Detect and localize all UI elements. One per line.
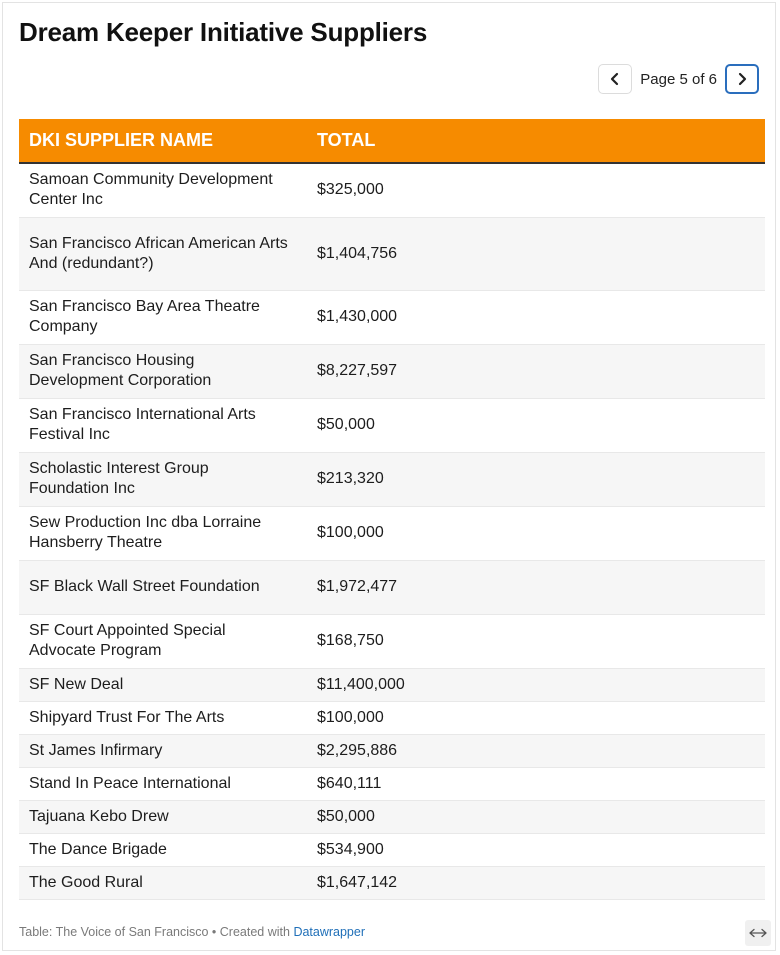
supplier-total-cell: $213,320 [299,452,765,506]
supplier-name-cell: Shipyard Trust For The Arts [19,701,299,734]
table-row [19,767,765,800]
table-row [19,290,765,344]
supplier-name-cell: San Francisco Bay Area Theatre Company [19,290,299,344]
supplier-name-cell: The Good Rural [19,866,299,899]
table-row [19,398,765,452]
table-row [19,668,765,701]
table-row [19,506,765,560]
supplier-total-cell: $534,900 [299,833,765,866]
supplier-total-cell: $11,400,000 [299,668,765,701]
horizontal-resize-icon [749,928,767,938]
supplier-total-cell: $100,000 [299,701,765,734]
supplier-total-cell: $1,972,477 [299,560,765,614]
supplier-name-cell: Scholastic Interest Group Foundation Inc [19,452,299,506]
column-header-total[interactable]: TOTAL [299,119,765,163]
page-title: Dream Keeper Initiative Suppliers [19,17,428,47]
supplier-name-cell: San Francisco International Arts Festival Inc [19,398,299,452]
supplier-total-cell: $1,430,000 [299,290,765,344]
supplier-name-cell: St James Infirmary [19,734,299,767]
supplier-name-cell: SF Court Appointed Special Advocate Program [19,614,299,668]
table-row [19,866,765,899]
supplier-total-cell: $168,750 [299,614,765,668]
supplier-name-cell: The Dance Brigade [19,833,299,866]
table-row [19,800,765,833]
table-header-row [19,119,765,163]
supplier-name-cell: Tajuana Kebo Drew [19,800,299,833]
supplier-name-cell: Stand In Peace International [19,767,299,800]
supplier-name-cell: SF New Deal [19,668,299,701]
datawrapper-link[interactable]: Datawrapper [293,925,366,939]
table-row [19,452,765,506]
supplier-name-cell: SF Black Wall Street Foundation [19,560,299,614]
suppliers-table [19,119,765,900]
table-row [19,614,765,668]
supplier-total-cell: $8,227,597 [299,344,765,398]
pagination [598,63,759,95]
source-text: Table: The Voice of San Francisco • Created with [19,925,294,939]
supplier-total-cell: $2,295,886 [299,734,765,767]
supplier-total-cell: $1,647,142 [299,866,765,899]
supplier-name-cell: Samoan Community Development Center Inc [19,163,299,217]
table-footer-notes [19,925,365,939]
table-row [19,833,765,866]
chevron-right-icon [736,72,748,86]
resize-handle[interactable] [745,920,771,946]
supplier-total-cell: $100,000 [299,506,765,560]
supplier-name-cell: San Francisco African American Arts And (redundant?) [19,217,299,290]
table-frame [2,2,776,951]
table-row [19,560,765,614]
supplier-name-cell: Sew Production Inc dba Lorraine Hansberry Theatre [19,506,299,560]
supplier-total-cell: $50,000 [299,398,765,452]
column-header-name[interactable]: DKI SUPPLIER NAME [19,119,299,163]
chevron-left-icon [609,72,621,86]
supplier-total-cell: $325,000 [299,163,765,217]
table-row [19,734,765,767]
table-row [19,163,765,217]
page-indicator: Page 5 of 6 [640,70,717,88]
next-page-button[interactable] [725,64,759,94]
table-row [19,344,765,398]
table-row [19,217,765,290]
supplier-total-cell: $1,404,756 [299,217,765,290]
supplier-name-cell: San Francisco Housing Development Corporation [19,344,299,398]
supplier-total-cell: $640,111 [299,767,765,800]
prev-page-button[interactable] [598,64,632,94]
table-row [19,701,765,734]
supplier-total-cell: $50,000 [299,800,765,833]
